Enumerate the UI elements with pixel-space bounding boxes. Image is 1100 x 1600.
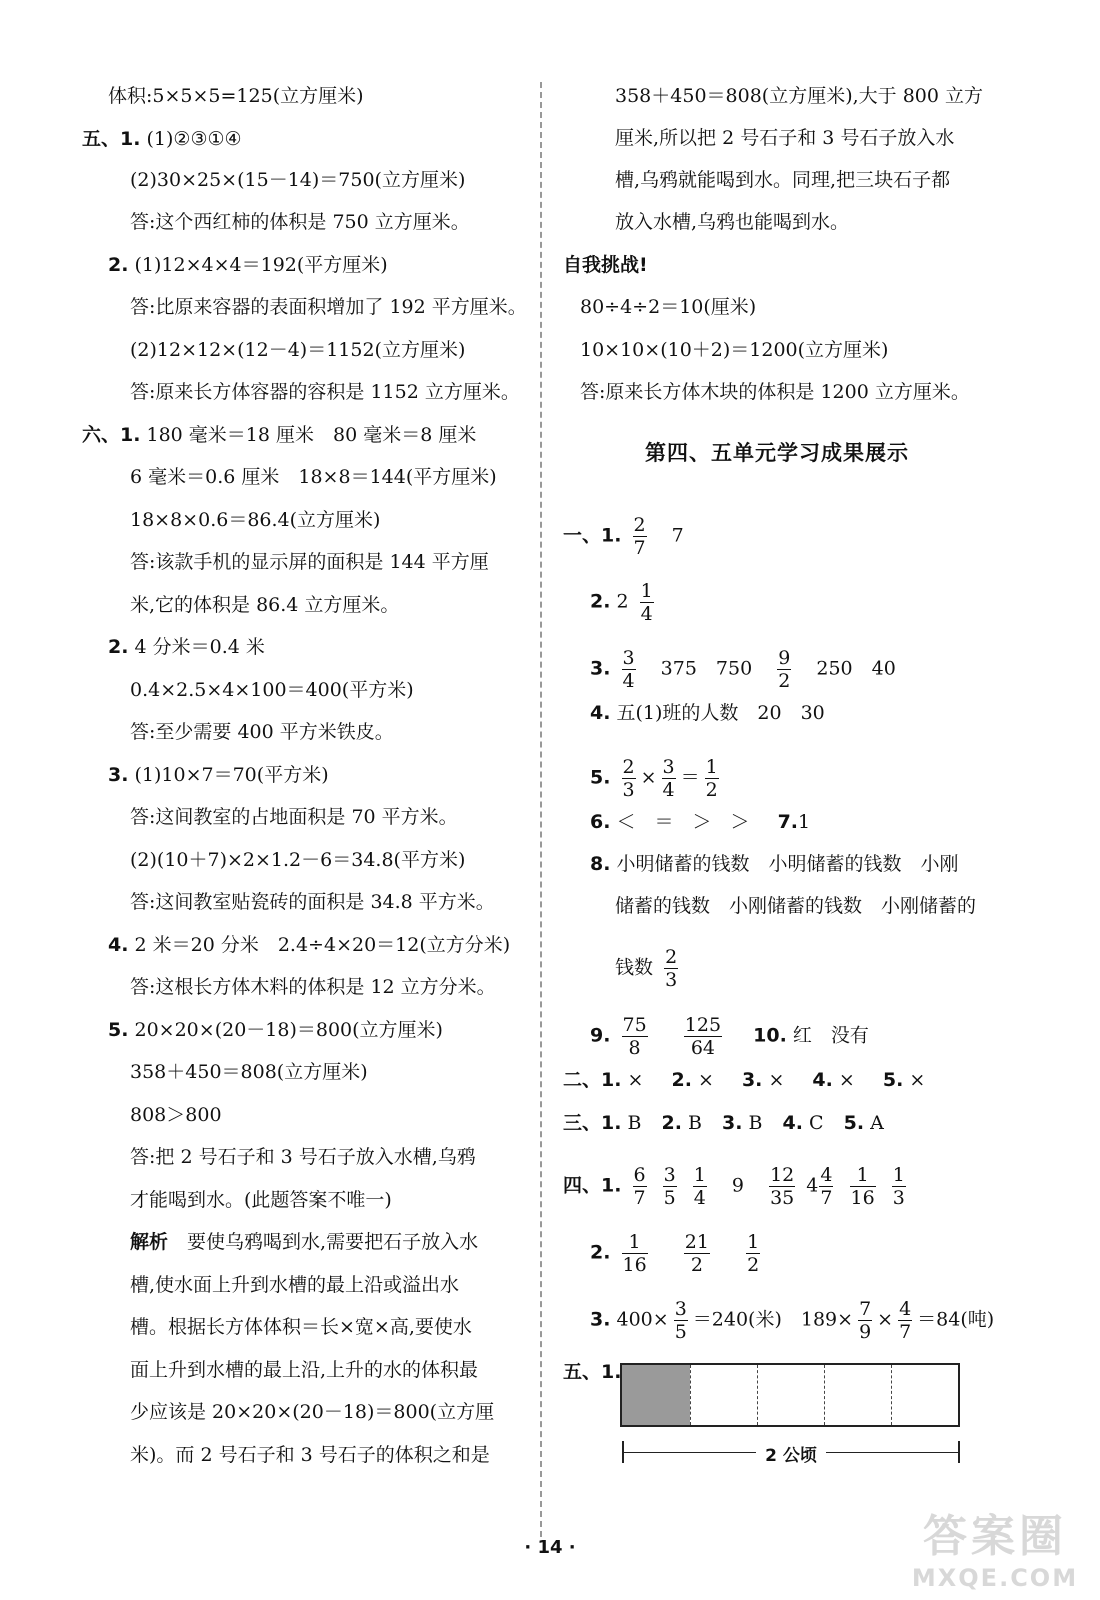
shaded-part (622, 1365, 690, 1425)
fraction: $\frac{3}{5}$ (663, 1164, 676, 1209)
text-line: 米)。而 2 号石子和 3 号石子的体积之和是 (130, 1444, 490, 1466)
question-number: 六、1. (82, 424, 141, 446)
text: 180 毫米＝18 厘米 80 毫米＝8 厘米 (146, 424, 477, 446)
text-line: 槽,乌鸦就能喝到水。同理,把三块石子都 (615, 169, 951, 191)
question-number: 2. (108, 254, 129, 276)
fraction: $\frac{2}{3}$ (622, 756, 635, 801)
answer-line (563, 514, 684, 559)
answer: × (838, 1069, 855, 1091)
question-number: 3. (741, 1069, 763, 1091)
question-number: 3. (590, 1308, 611, 1331)
answer-line (590, 810, 810, 834)
area-bar (620, 1363, 960, 1427)
text-line: 答:至少需要 400 平方米铁皮。 (130, 721, 394, 743)
fraction: $\frac{1}{3}$ (892, 1164, 905, 1209)
answer-line: 储蓄的钱数 小刚储蓄的钱数 小刚储蓄的 (615, 895, 977, 917)
question-number: 三、1. (563, 1112, 622, 1134)
text-line: 米,它的体积是 86.4 立方厘米。 (130, 594, 400, 616)
answer: B (627, 1112, 642, 1134)
text-line: 18×8×0.6＝86.4(立方厘米) (130, 509, 381, 531)
dashed-divider (891, 1365, 892, 1425)
text-line: 槽,使水面上升到水槽的最上沿或溢出水 (130, 1274, 460, 1296)
fraction: $\frac{3}{4}$ (622, 647, 635, 692)
text: 4 分米＝0.4 米 (134, 636, 265, 658)
answer: C (809, 1112, 824, 1134)
challenge-heading: 自我挑战! (563, 254, 648, 276)
text-line: 答:把 2 号石子和 3 号石子放入水槽,乌鸦 (130, 1146, 476, 1168)
question-number: 2. (671, 1069, 692, 1091)
question-number: 7. (777, 811, 799, 833)
text-line: 少应该是 20×20×(20－18)＝800(立方厘 (130, 1401, 495, 1423)
fraction: $\frac{1}{16}$ (850, 1164, 875, 1209)
fraction: $\frac{12}{35}$ (770, 1164, 795, 1209)
fraction: $\frac{3}{5}$ (674, 1298, 687, 1343)
text-line (82, 423, 476, 447)
text: (1)②③①④ (146, 128, 242, 150)
question-number: 4. (782, 1112, 803, 1134)
answer-line (590, 1231, 765, 1276)
answer: 红 没有 (792, 1024, 869, 1047)
text-line (108, 763, 329, 787)
text-line (108, 1018, 443, 1042)
answer: 2 (616, 590, 629, 613)
text: 要使乌鸦喝到水,需要把石子放入水 (187, 1231, 479, 1253)
answer: A (870, 1112, 884, 1134)
fraction: $\frac{4}{7}$ (820, 1164, 833, 1209)
text-line (108, 635, 265, 659)
fraction: $\frac{4}{7}$ (899, 1298, 912, 1343)
answer: × (627, 1069, 644, 1091)
operator: × (640, 766, 657, 789)
text-line: 厘米,所以把 2 号石子和 3 号石子放入水 (615, 127, 955, 149)
text: ＝240(米) 189× (692, 1308, 854, 1331)
answer: 250 40 (816, 657, 896, 680)
question-number: 2. (661, 1112, 682, 1134)
question-number: 4. (108, 934, 129, 956)
answer: ＜ ＝ ＞ ＞ (616, 811, 750, 833)
answer: × (768, 1069, 785, 1091)
dashed-divider (690, 1365, 691, 1425)
fraction: $\frac{75}{8}$ (622, 1014, 647, 1059)
question-number: 五、1. (82, 128, 141, 150)
text-line: 答:这根长方体木料的体积是 12 立方分米。 (130, 976, 496, 998)
text: ＝84(吨) (917, 1308, 995, 1331)
question-number: 6. (590, 811, 611, 833)
operator: ＝ (680, 766, 700, 789)
answer-line (590, 580, 659, 625)
text-line: 槽。根据长方体体积＝长×宽×高,要使水 (130, 1316, 472, 1338)
column-divider (540, 82, 542, 1537)
answer: 7 (671, 524, 684, 547)
question-number: 3. (108, 764, 129, 786)
question-number: 8. (590, 853, 611, 875)
answer-line (615, 946, 683, 991)
answer: 钱数 (615, 956, 654, 979)
text-line: 答:这间教室的占地面积是 70 平方米。 (130, 806, 458, 828)
question-number: 四、1. (563, 1174, 622, 1197)
answer-line (590, 852, 959, 876)
text: (1)12×4×4＝192(平方厘米) (134, 254, 388, 276)
answer: 375 750 (660, 657, 753, 680)
question-number: 10. (753, 1024, 787, 1047)
text: 2 米＝20 分米 2.4÷4×20＝12(立方分米) (134, 934, 511, 956)
answer-line (590, 1014, 869, 1059)
text-line: (2)30×25×(15－14)＝750(立方厘米) (130, 169, 466, 191)
question-number: 5. (590, 766, 611, 789)
section-title: 第四、五单元学习成果展示 (645, 441, 909, 465)
answer-line (590, 701, 825, 725)
answer: B (748, 1112, 763, 1134)
text-line (108, 933, 510, 957)
fraction: $\frac{1}{4}$ (693, 1164, 706, 1209)
text-line: 6 毫米＝0.6 厘米 18×8＝144(平方厘米) (130, 466, 497, 488)
answer: 9 (731, 1174, 745, 1197)
answer: 小明储蓄的钱数 小明储蓄的钱数 小刚 (616, 853, 959, 875)
answer-line (563, 1068, 925, 1092)
text-line (108, 253, 388, 277)
text-line: 才能喝到水。(此题答案不唯一) (130, 1189, 392, 1211)
question-number: 5. (108, 1019, 129, 1041)
question-number: 五、1. (563, 1361, 622, 1383)
fraction: $\frac{2}{3}$ (665, 946, 678, 991)
dimension-line (620, 1439, 960, 1469)
text: 400× (616, 1308, 669, 1331)
fraction: $\frac{1}{4}$ (640, 580, 653, 625)
fraction: $\frac{1}{16}$ (622, 1231, 647, 1276)
text-line: 面上升到水槽的最上沿,上升的水的体积最 (130, 1359, 479, 1381)
text-line: 答:这个西红柿的体积是 750 立方厘米。 (130, 211, 470, 233)
question-number: 3. (722, 1112, 743, 1134)
fraction: $\frac{7}{9}$ (859, 1298, 872, 1343)
fraction: $\frac{1}{2}$ (705, 756, 718, 801)
text: 20×20×(20－18)＝800(立方厘米) (134, 1019, 443, 1041)
dimension-tick (958, 1441, 960, 1463)
text-line (82, 127, 242, 151)
watermark-text: 答案圈 (923, 1511, 1067, 1562)
question-number: 5. (882, 1069, 904, 1091)
question-number: 4. (590, 702, 611, 724)
text-line: 808＞800 (130, 1104, 222, 1126)
page-number: · 14 · (524, 1537, 576, 1558)
text-line: 358＋450＝808(立方厘米),大于 800 立方 (615, 85, 984, 107)
fraction: $\frac{125}{64}$ (684, 1014, 722, 1059)
answer: 1 (798, 811, 811, 833)
question-number: 一、1. (563, 524, 622, 547)
text-line: 答:该款手机的显示屏的面积是 144 平方厘 (130, 551, 489, 573)
answer: B (688, 1112, 702, 1134)
text-line: 358＋450＝808(立方厘米) (130, 1061, 368, 1083)
text-line: 10×10×(10＋2)＝1200(立方厘米) (580, 339, 889, 361)
answer-line (590, 647, 896, 692)
fraction: $\frac{6}{7}$ (633, 1164, 646, 1209)
text-line: 答:原来长方体木块的体积是 1200 立方厘米。 (580, 381, 970, 403)
answer-line (590, 756, 724, 801)
fraction: $\frac{2}{7}$ (633, 514, 646, 559)
answer: × (697, 1069, 714, 1091)
watermark-logo (890, 1500, 1100, 1600)
fraction: $\frac{21}{2}$ (684, 1231, 709, 1276)
text-line (130, 1230, 478, 1254)
text-line: 80÷4÷2＝10(厘米) (580, 296, 757, 318)
answer: 五(1)班的人数 20 30 (616, 702, 825, 724)
answer-line (590, 1298, 994, 1343)
text-line: 放入水槽,乌鸦也能喝到水。 (615, 211, 850, 233)
question-number: 2. (108, 636, 129, 658)
text: (1)10×7＝70(平方米) (134, 764, 329, 786)
analysis-label: 解析 (130, 1231, 169, 1253)
question-number: 4. (812, 1069, 833, 1091)
dashed-divider (824, 1365, 825, 1425)
question-number: 9. (590, 1024, 611, 1047)
text-line: 答:这间教室贴瓷砖的面积是 34.8 平方米。 (130, 891, 495, 913)
fraction: $\frac{3}{4}$ (662, 756, 675, 801)
text-line: 体积:5×5×5=125(立方厘米) (108, 85, 364, 107)
text-line: (2)(10＋7)×2×1.2－6＝34.8(平方米) (130, 849, 466, 871)
question-number: 2. (590, 590, 611, 613)
watermark-text: MXQE.COM (911, 1564, 1079, 1592)
question-number: 2. (590, 1241, 611, 1264)
dimension-label: 2 公顷 (756, 1441, 826, 1466)
text-line: (2)12×12×(12－4)＝1152(立方厘米) (130, 339, 466, 361)
text-line: 答:比原来容器的表面积增加了 192 平方厘米。 (130, 296, 527, 318)
question-number: 3. (590, 657, 611, 680)
answer-line (563, 1111, 884, 1135)
fraction: $\frac{1}{2}$ (747, 1231, 760, 1276)
text: × (877, 1308, 894, 1331)
area-diagram (620, 1363, 960, 1468)
answer: × (909, 1069, 926, 1091)
answer-line (563, 1164, 911, 1209)
question-number: 二、1. (563, 1069, 622, 1091)
question-number: 5. (843, 1112, 865, 1134)
fraction: $\frac{9}{2}$ (778, 647, 791, 692)
dashed-divider (757, 1365, 758, 1425)
text-line: 答:原来长方体容器的容积是 1152 立方厘米。 (130, 381, 520, 403)
whole-number: 4 (806, 1174, 819, 1197)
text-line: 0.4×2.5×4×100＝400(平方米) (130, 679, 414, 701)
